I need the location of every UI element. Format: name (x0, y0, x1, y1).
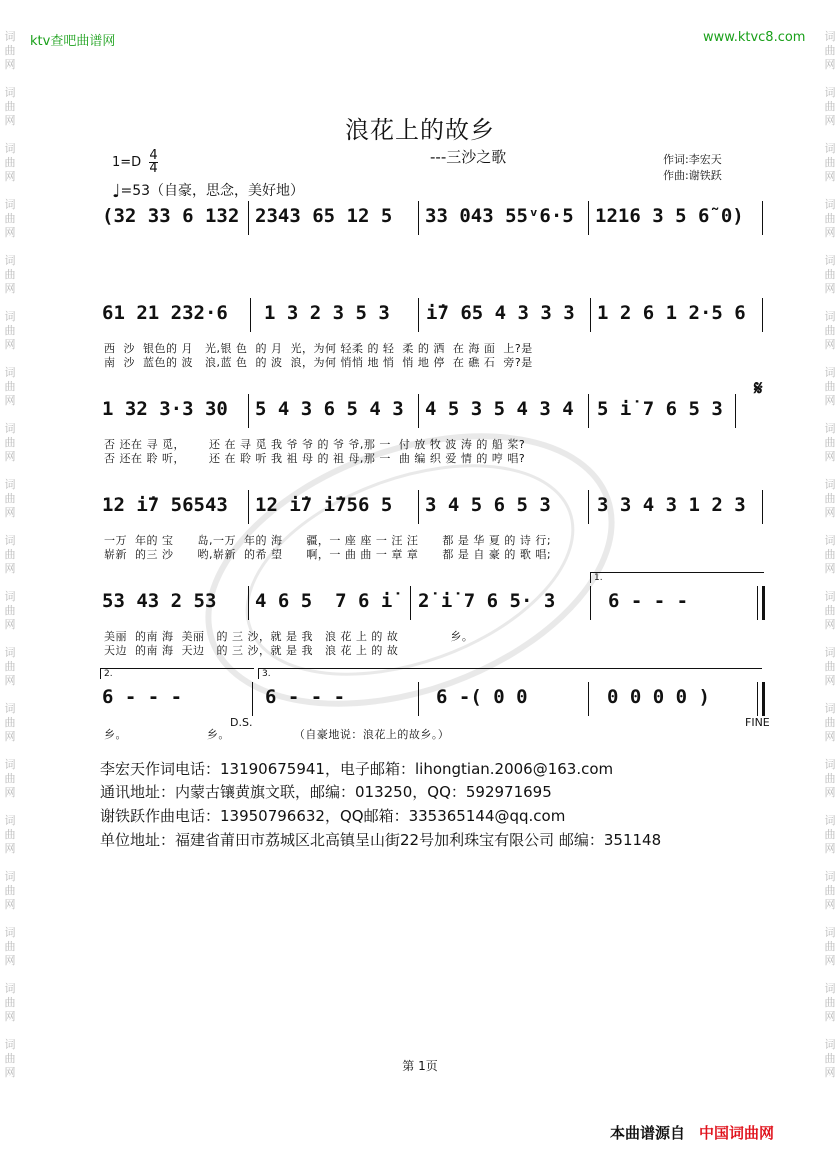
side-watermark-gap (3, 856, 17, 870)
barline (588, 682, 589, 716)
left-side-watermark (3, 30, 17, 1094)
barline (248, 201, 249, 235)
lyric-verse-2: 否 还在 聆 听， 还 在 聆 听 我 祖 母 的 祖 母,那 一 曲 编 织 爱 情 的 哼 唱? (104, 452, 526, 465)
side-watermark-glyph: 词 (824, 254, 836, 267)
barline (762, 201, 763, 235)
side-watermark-glyph: 网 (824, 114, 836, 127)
side-watermark-glyph: 词 (824, 926, 836, 939)
side-watermark-glyph: 曲 (824, 44, 836, 57)
side-watermark-gap (823, 912, 837, 926)
fine-mark: FINE (745, 716, 770, 729)
measure: 53 43 2 53 (102, 590, 217, 612)
side-watermark-glyph: 词 (824, 198, 836, 211)
side-watermark-glyph: 词 (4, 422, 16, 435)
side-watermark-glyph: 词 (4, 590, 16, 603)
side-watermark-glyph: 词 (4, 982, 16, 995)
side-watermark-glyph: 词 (824, 814, 836, 827)
side-watermark-glyph: 网 (4, 842, 16, 855)
side-watermark-glyph: 词 (824, 982, 836, 995)
measure: 4 5 3 5 4 3 4 (425, 398, 574, 420)
barline (418, 201, 419, 235)
side-watermark-glyph: 曲 (4, 436, 16, 449)
side-watermark-gap (823, 408, 837, 422)
barline (588, 201, 589, 235)
side-watermark-glyph: 网 (4, 170, 16, 183)
side-watermark-glyph: 曲 (4, 772, 16, 785)
side-watermark-gap (823, 296, 837, 310)
side-watermark-glyph: 曲 (4, 940, 16, 953)
side-watermark-glyph: 网 (4, 954, 16, 967)
side-watermark-gap (823, 520, 837, 534)
lyric-verse-1: 西 沙 银色的 月 光,银 色 的 月 光，为何 轻柔 的 轻 柔 的 洒 在 海 面 上?是 (104, 342, 533, 355)
volta-2: 2. (100, 668, 254, 679)
notes-row-3 (100, 398, 765, 428)
quarter-note-icon: ♩ (112, 181, 121, 202)
side-watermark-glyph: 网 (4, 506, 16, 519)
notes-row-4 (100, 494, 765, 524)
side-watermark-glyph: 网 (824, 674, 836, 687)
side-watermark-glyph: 词 (4, 310, 16, 323)
key: 1=D (112, 155, 142, 170)
side-watermark-glyph: 词 (824, 30, 836, 43)
measure: 1 32 3·3 30 (102, 398, 228, 420)
measure: 12 i̇7 i̇756 5 (255, 494, 393, 516)
side-watermark-glyph: 词 (4, 646, 16, 659)
side-watermark-glyph: 网 (824, 338, 836, 351)
side-watermark-glyph: 词 (824, 310, 836, 323)
side-watermark-glyph: 曲 (4, 604, 16, 617)
barline (588, 394, 589, 428)
measure: i̇7 65 4 3 3 3 (426, 302, 575, 324)
right-side-watermark (823, 30, 837, 1094)
source-credit (610, 1122, 774, 1143)
barline (418, 394, 419, 428)
contact-line-2: 通讯地址：内蒙古镶黄旗文联，邮编：013250，QQ：592971695 (100, 783, 552, 801)
side-watermark-glyph: 词 (824, 478, 836, 491)
side-watermark-gap (823, 968, 837, 982)
side-watermark-glyph: 网 (824, 394, 836, 407)
side-watermark-gap (823, 1080, 837, 1094)
side-watermark-gap (823, 688, 837, 702)
side-watermark-glyph: 网 (824, 450, 836, 463)
side-watermark-glyph: 曲 (824, 1052, 836, 1065)
barline (252, 682, 253, 716)
notes-row-6 (100, 686, 765, 716)
side-watermark-gap (3, 800, 17, 814)
side-watermark-glyph: 网 (4, 674, 16, 687)
side-watermark-gap (3, 240, 17, 254)
barline (248, 490, 249, 524)
side-watermark-glyph: 曲 (4, 380, 16, 393)
side-watermark-glyph: 网 (4, 562, 16, 575)
side-watermark-glyph: 网 (4, 898, 16, 911)
side-watermark-glyph: 曲 (824, 548, 836, 561)
composer: 作曲:谢铁跃 (663, 169, 722, 182)
side-watermark-glyph: 曲 (824, 604, 836, 617)
measure: 61 21 232·6 (102, 302, 228, 324)
side-watermark-gap (823, 1024, 837, 1038)
side-watermark-glyph: 曲 (4, 660, 16, 673)
side-watermark-glyph: 曲 (824, 268, 836, 281)
measure: 2̇ i̇ 7 6 5· 3 (418, 590, 556, 612)
side-watermark-glyph: 曲 (4, 828, 16, 841)
side-watermark-gap (823, 352, 837, 366)
lyric-verse-1: 乡。 乡。 （自豪地说：浪花上的故乡。） (104, 728, 450, 741)
lyric-verse-2: 天边 的南 海 天边 的 三 沙，就 是 我 浪 花 上 的 故 (104, 644, 399, 657)
side-watermark-glyph: 网 (4, 226, 16, 239)
side-watermark-glyph: 网 (824, 730, 836, 743)
side-watermark-glyph: 曲 (4, 44, 16, 57)
side-watermark-glyph: 曲 (4, 548, 16, 561)
page-number: 第 1页 (402, 1059, 438, 1073)
side-watermark-glyph: 曲 (824, 660, 836, 673)
segno-icon: 𝄋 (754, 376, 763, 400)
side-watermark-glyph: 曲 (824, 212, 836, 225)
barline (590, 586, 591, 620)
side-watermark-glyph: 曲 (824, 100, 836, 113)
lyric-verse-2: 崭新 的三 沙 哟,崭新 的希 望 啊，一 曲 曲 一 章 章 都 是 自 豪 的 歌 唱; (104, 548, 552, 561)
side-watermark-gap (823, 240, 837, 254)
time-bottom: 4 (149, 161, 158, 176)
measure: 1 3 2 3 5 3 (264, 302, 390, 324)
side-watermark-glyph: 网 (4, 58, 16, 71)
side-watermark-glyph: 网 (4, 1010, 16, 1023)
final-barline (757, 682, 765, 716)
side-watermark-glyph: 曲 (4, 268, 16, 281)
contact-line-1: 李宏天作词电话：13190675941，电子邮箱：lihongtian.2006@163.com (100, 760, 614, 778)
measure: 2343 65 12 5 (255, 205, 393, 227)
side-watermark-glyph: 词 (824, 534, 836, 547)
side-watermark-gap (3, 1024, 17, 1038)
side-watermark-glyph: 曲 (4, 100, 16, 113)
side-watermark-glyph: 网 (824, 1066, 836, 1079)
side-watermark-glyph: 网 (4, 730, 16, 743)
side-watermark-glyph: 网 (4, 114, 16, 127)
side-watermark-glyph: 词 (824, 646, 836, 659)
side-watermark-glyph: 网 (824, 562, 836, 575)
measure: 3 4 5 6 5 3 (425, 494, 551, 516)
side-watermark-glyph: 词 (824, 590, 836, 603)
side-watermark-glyph: 词 (824, 1038, 836, 1051)
measure: 6 - - - (608, 590, 689, 612)
barline (418, 298, 419, 332)
contact-line-4: 单位地址：福建省莆田市荔城区北高镇呈山街22号加利珠宝有限公司 邮编：351148 (100, 831, 662, 849)
key-signature (112, 150, 158, 175)
side-watermark-glyph: 曲 (824, 324, 836, 337)
barline (418, 490, 419, 524)
lyric-verse-1: 一万 年的 宝 岛,一万 年的 海 疆，一 座 座 一 汪 汪 都 是 华 夏 的 诗 行; (104, 534, 552, 547)
time-top: 4 (149, 148, 158, 163)
source-site-link[interactable]: 中国词曲网 (699, 1124, 775, 1142)
barline (590, 298, 591, 332)
measure: 0 0 0 0 ) (607, 686, 710, 708)
side-watermark-glyph: 词 (4, 254, 16, 267)
measure: 5 i̇ 7 6 5 3 (597, 398, 723, 420)
side-watermark-glyph: 曲 (824, 772, 836, 785)
side-watermark-gap (3, 744, 17, 758)
side-watermark-glyph: 词 (824, 422, 836, 435)
side-watermark-glyph: 曲 (4, 884, 16, 897)
side-watermark-glyph: 曲 (824, 436, 836, 449)
side-watermark-glyph: 词 (4, 366, 16, 379)
barline (410, 586, 411, 620)
notes-row-2 (100, 302, 765, 332)
notes-row-1 (100, 205, 765, 235)
side-watermark-glyph: 词 (824, 366, 836, 379)
side-watermark-glyph: 曲 (4, 716, 16, 729)
side-watermark-glyph: 词 (824, 702, 836, 715)
measure: 12 i̇7 56543 (102, 494, 228, 516)
side-watermark-glyph: 词 (824, 142, 836, 155)
side-watermark-glyph: 曲 (824, 828, 836, 841)
side-watermark-glyph: 曲 (824, 884, 836, 897)
side-watermark-glyph: 网 (824, 786, 836, 799)
side-watermark-glyph: 曲 (824, 492, 836, 505)
side-watermark-gap (3, 576, 17, 590)
barline (248, 394, 249, 428)
volta-3: 3. (258, 668, 762, 679)
side-watermark-gap (823, 632, 837, 646)
side-watermark-gap (823, 184, 837, 198)
side-watermark-glyph: 曲 (824, 996, 836, 1009)
side-watermark-glyph: 曲 (4, 492, 16, 505)
side-watermark-gap (823, 856, 837, 870)
song-subtitle: ---三沙之歌 (430, 148, 507, 166)
barline (418, 682, 419, 716)
measure: 6 -( 0 0 (436, 686, 528, 708)
side-watermark-glyph: 网 (824, 282, 836, 295)
side-watermark-glyph: 网 (4, 450, 16, 463)
measure: 5 4 3 6 5 4 3 (255, 398, 404, 420)
side-watermark-glyph: 网 (824, 58, 836, 71)
measure: 1 2 6 1 2·5 6 (597, 302, 746, 324)
lyric-verse-1: 美丽 的南 海 美丽 的 三 沙，就 是 我 浪 花 上 的 故 乡。 (104, 630, 474, 643)
tempo-marking (112, 180, 304, 200)
side-watermark-glyph: 网 (824, 618, 836, 631)
side-watermark-glyph: 网 (824, 842, 836, 855)
side-watermark-gap (3, 968, 17, 982)
lyricist: 作词:李宏天 (663, 153, 722, 166)
side-watermark-gap (823, 576, 837, 590)
side-watermark-gap (3, 408, 17, 422)
side-watermark-glyph: 曲 (4, 1052, 16, 1065)
side-watermark-gap (3, 632, 17, 646)
side-watermark-glyph: 曲 (4, 324, 16, 337)
barline (250, 298, 251, 332)
side-watermark-glyph: 词 (4, 30, 16, 43)
side-watermark-glyph: 词 (4, 478, 16, 491)
side-watermark-gap (3, 464, 17, 478)
side-watermark-gap (3, 912, 17, 926)
side-watermark-glyph: 词 (4, 1038, 16, 1051)
song-title: 浪花上的故乡 (345, 116, 495, 144)
source-label: 本曲谱源自 (610, 1124, 686, 1142)
side-watermark-glyph: 曲 (4, 212, 16, 225)
side-watermark-glyph: 网 (824, 954, 836, 967)
measure: 4 6 5 7 6 i̇ (255, 590, 393, 612)
side-watermark-glyph: 词 (4, 534, 16, 547)
side-watermark-glyph: 词 (4, 870, 16, 883)
header-right-site[interactable]: www.ktvc8.com (703, 30, 806, 45)
side-watermark-glyph: 词 (4, 758, 16, 771)
barline (588, 490, 589, 524)
repeat-barline (757, 586, 765, 620)
side-watermark-gap (823, 800, 837, 814)
side-watermark-gap (3, 1080, 17, 1094)
side-watermark-glyph: 词 (4, 142, 16, 155)
measure: 6 - - - (102, 686, 183, 708)
barline (762, 298, 763, 332)
measure: 3 3 4 3 1 2 3 (597, 494, 746, 516)
side-watermark-gap (823, 464, 837, 478)
barline (762, 490, 763, 524)
side-watermark-gap (3, 72, 17, 86)
measure: 1216 3 5 6̃ 0) (595, 205, 744, 227)
side-watermark-glyph: 词 (824, 758, 836, 771)
side-watermark-glyph: 曲 (824, 380, 836, 393)
side-watermark-glyph: 网 (824, 1010, 836, 1023)
notes-row-5 (100, 590, 765, 620)
side-watermark-glyph: 网 (4, 394, 16, 407)
lyric-verse-1: 否 还在 寻 觅， 还 在 寻 觅 我 爷 爷 的 爷 爷,那 一 付 放 牧 波 涛 的 船 桨? (104, 438, 526, 451)
side-watermark-glyph: 网 (4, 618, 16, 631)
side-watermark-glyph: 网 (4, 1066, 16, 1079)
measure: (32 33 6 132 (102, 205, 240, 227)
side-watermark-glyph: 曲 (4, 156, 16, 169)
side-watermark-glyph: 曲 (4, 996, 16, 1009)
side-watermark-gap (3, 352, 17, 366)
side-watermark-glyph: 曲 (824, 156, 836, 169)
side-watermark-gap (3, 296, 17, 310)
side-watermark-glyph: 词 (4, 198, 16, 211)
tempo-text: =53（自豪，思念，美好地） (120, 183, 305, 199)
side-watermark-glyph: 网 (4, 786, 16, 799)
side-watermark-glyph: 词 (4, 86, 16, 99)
barline (735, 394, 736, 428)
side-watermark-glyph: 网 (4, 282, 16, 295)
measure: 6 - - - (265, 686, 346, 708)
side-watermark-gap (3, 688, 17, 702)
side-watermark-glyph: 网 (824, 506, 836, 519)
contact-line-3: 谢铁跃作曲电话：13950796632，QQ邮箱：335365144@qq.com (100, 807, 566, 825)
side-watermark-glyph: 网 (824, 898, 836, 911)
side-watermark-gap (823, 744, 837, 758)
side-watermark-glyph: 词 (824, 86, 836, 99)
side-watermark-glyph: 词 (4, 926, 16, 939)
side-watermark-glyph: 网 (824, 170, 836, 183)
header-left-site[interactable]: ktv查吧曲谱网 (30, 34, 116, 49)
credits (663, 152, 722, 184)
side-watermark-glyph: 词 (4, 814, 16, 827)
side-watermark-gap (823, 72, 837, 86)
side-watermark-gap (3, 520, 17, 534)
measure: 33 043 55ᵛ6·5 (425, 205, 574, 227)
volta-1: 1. (590, 572, 764, 583)
side-watermark-gap (3, 184, 17, 198)
side-watermark-glyph: 曲 (824, 716, 836, 729)
ds-mark: D.S. (230, 716, 253, 729)
side-watermark-glyph: 网 (4, 338, 16, 351)
barline (248, 586, 249, 620)
side-watermark-glyph: 网 (824, 226, 836, 239)
lyric-verse-2: 南 沙 蓝色的 波 浪,蓝 色 的 波 浪，为何 悄悄 地 悄 悄 地 停 在 礁 石 旁?是 (104, 356, 533, 369)
side-watermark-glyph: 词 (824, 870, 836, 883)
time-signature (149, 150, 157, 175)
side-watermark-glyph: 曲 (824, 940, 836, 953)
side-watermark-glyph: 词 (4, 702, 16, 715)
